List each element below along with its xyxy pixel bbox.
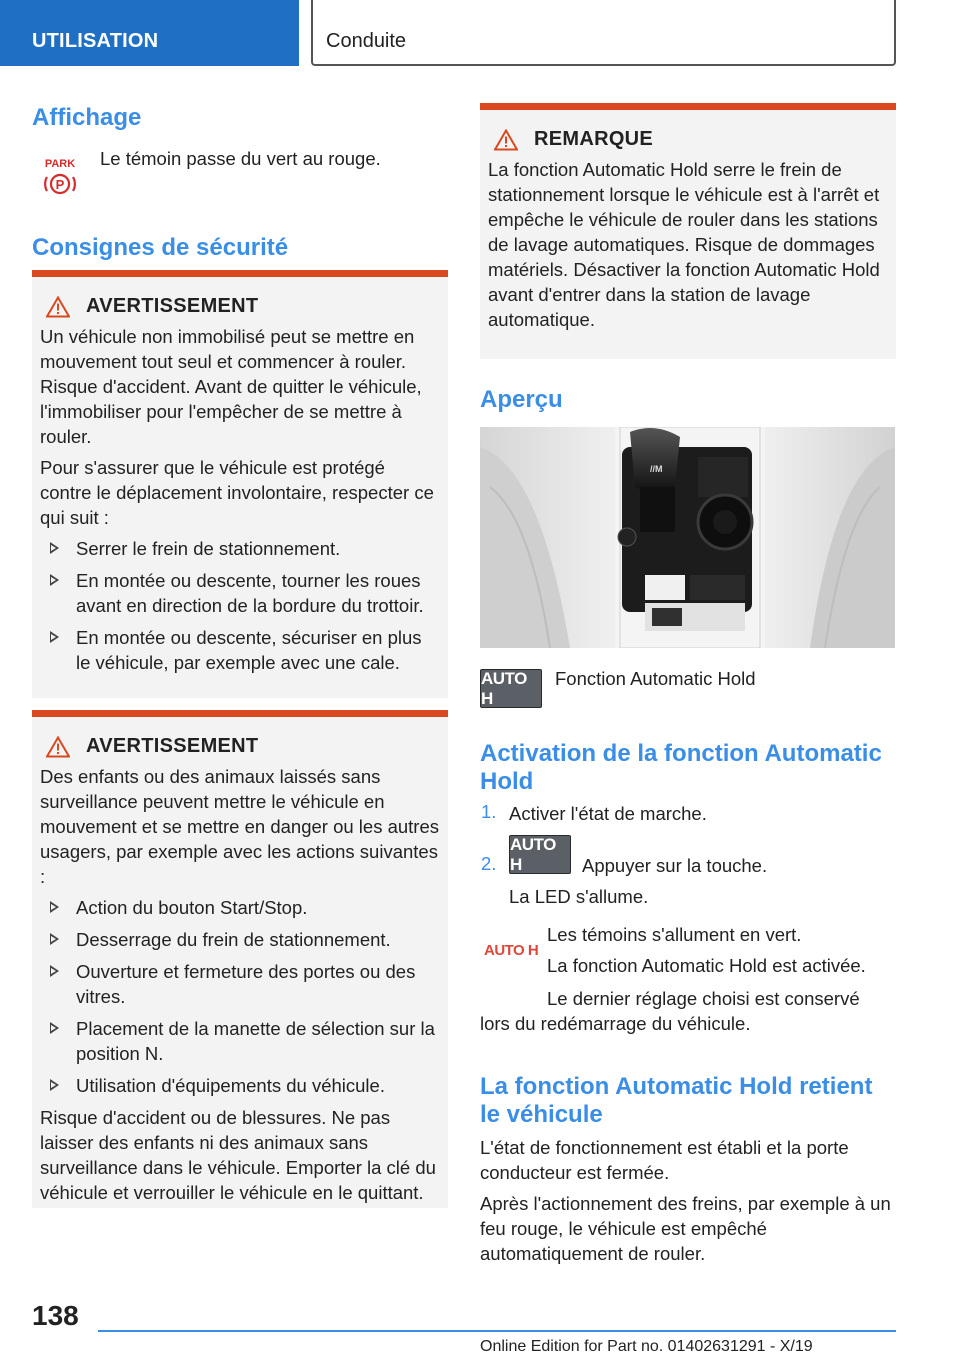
header-chapter-title: Conduite xyxy=(326,30,407,52)
heading-apercu: Aperçu xyxy=(480,386,563,413)
retient-paragraph-2: Après l'actionnement des freins, par exemple à un feu rouge, le véhicule est empêché automatiquement de rouler. xyxy=(480,1193,891,1264)
park-icon-letter: P xyxy=(55,177,65,192)
note-box xyxy=(480,103,896,359)
auto-h-button-icon: AUTO H xyxy=(480,669,542,708)
list-item: Utilisation d'équipements du véhicule. xyxy=(40,1073,440,1098)
step-1-text: Activer l'état de marche. xyxy=(509,803,707,824)
indicator-text-3: Le dernier réglage choisi est conservé lors du redémarrage du véhicule. xyxy=(480,988,860,1034)
indicator-text-2: La fonction Automatic Hold est activée. xyxy=(547,955,866,976)
led-text: La LED s'allume. xyxy=(509,886,649,907)
list-item: Serrer le frein de stationnement. xyxy=(40,536,440,561)
warning-title: AVERTISSEMENT xyxy=(86,735,259,757)
heading-consignes: Consignes de sécurité xyxy=(32,234,289,261)
list-item: Desserrage du frein de stationnement. xyxy=(40,927,440,952)
warning2-paragraph-1: Des enfants ou des animaux laissés sans surveillance peuvent mettre le véhicule en mouvement et se mettre en danger ou les autres usagers, par exemple avec les actions suivantes : xyxy=(40,766,439,887)
footer-edition: Online Edition for Part no. 01402631291 - X/19 xyxy=(480,1338,813,1355)
list-item: En montée ou descente, tourner les roues avant en direction de la bordure du trottoir. xyxy=(40,568,440,618)
footer-divider xyxy=(98,1330,896,1332)
step-2-text: Appuyer sur la touche. xyxy=(582,855,768,876)
heading-affichage: Affichage xyxy=(32,104,142,131)
warning-box-2 xyxy=(32,710,448,1208)
warning-triangle-icon xyxy=(46,296,70,318)
affichage-text: Le témoin passe du vert au rouge. xyxy=(100,148,381,169)
auto-h-button-icon: AUTO H xyxy=(509,835,571,874)
list-item: Action du bouton Start/Stop. xyxy=(40,895,440,920)
park-brake-icon xyxy=(40,156,80,198)
warning1-list xyxy=(40,536,440,675)
indicator-text-1: Les témoins s'allument en vert. xyxy=(547,924,802,945)
note-title: REMARQUE xyxy=(534,128,654,150)
svg-text://M: //M xyxy=(650,464,663,474)
list-item: Placement de la manette de sélection sur la position N. xyxy=(40,1016,440,1066)
header-section-title: UTILISATION xyxy=(32,30,159,52)
warning-triangle-icon xyxy=(46,736,70,758)
apercu-caption: Fonction Automatic Hold xyxy=(555,668,756,689)
retient-paragraph-1: L'état de fonctionnement est établi et la porte conducteur est fermée. xyxy=(480,1137,849,1183)
list-item: En montée ou descente, sécuriser en plus le véhicule, par exemple avec une cale. xyxy=(40,625,440,675)
step-1-number: 1. xyxy=(481,801,497,822)
page-number: 138 xyxy=(32,1300,79,1331)
warning2-list xyxy=(40,895,440,1098)
warning1-paragraph-2: Pour s'assurer que le véhicule est protégé contre le déplacement involontaire, respecter ce qui suit : xyxy=(40,457,434,528)
note-triangle-icon xyxy=(494,129,518,151)
center-console-image xyxy=(480,427,895,648)
park-icon-text: PARK xyxy=(44,158,76,170)
warning1-paragraph-1: Un véhicule non immobilisé peut se mettre en mouvement tout seul et commencer à rouler. Risque d'accident. Avant de quitter le véhicule, l'immobiliser pour l'empêcher de se mettre à rouler. xyxy=(40,326,422,447)
auto-h-indicator-icon: AUTO H xyxy=(484,942,539,959)
warning-title: AVERTISSEMENT xyxy=(86,295,259,317)
warning2-paragraph-2: Risque d'accident ou de blessures. Ne pas laisser des enfants ni des animaux sans surveillance dans le véhicule. Emporter la clé du véhicule et verrouiller le véhicule en le quittant. xyxy=(40,1107,436,1203)
list-item: Ouverture et fermeture des portes ou des vitres. xyxy=(40,959,440,1009)
heading-activation: Activation de la fonction Automatic Hold xyxy=(480,740,882,795)
heading-retient: La fonction Automatic Hold retient le véhicule xyxy=(480,1073,873,1128)
warning-box-1 xyxy=(32,270,448,698)
note-paragraph: La fonction Automatic Hold serre le frein de stationnement lorsque le véhicule est à l'arrêt et empêche le véhicule de rouler dans les stations de lavage automatiques. Risque de dommages matériels. Désactiver la fonction Automatic Hold avant d'entrer dans la station de lavage automatique. xyxy=(488,159,880,330)
step-2-number: 2. xyxy=(481,853,497,874)
